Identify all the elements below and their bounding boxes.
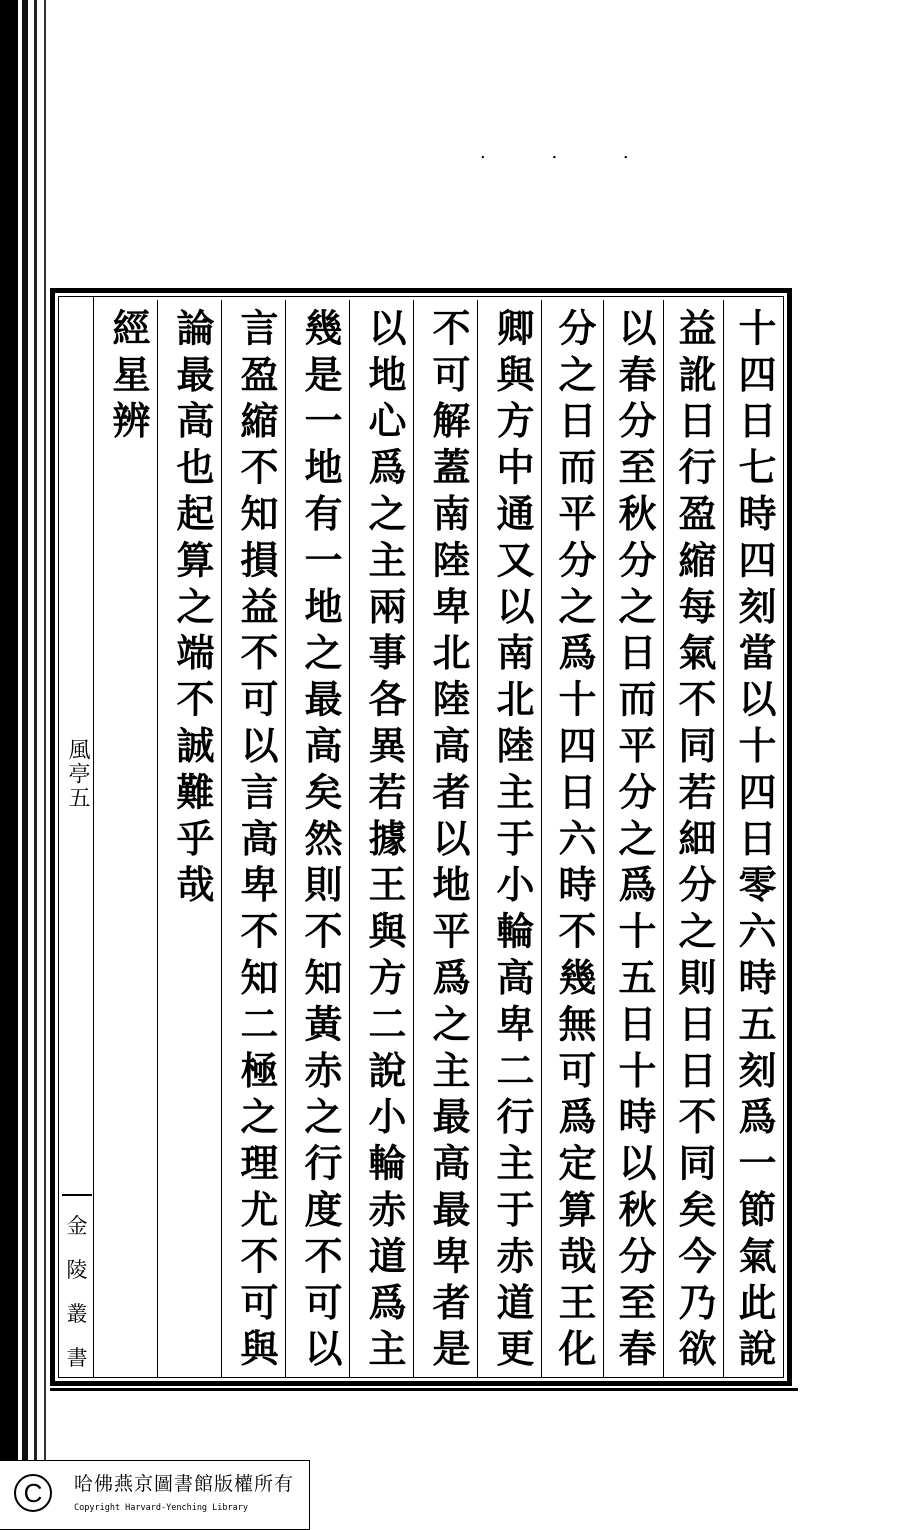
column-text: 以春分至秋分之日而平分之爲十五日十時以秋分至春 xyxy=(612,308,657,1376)
margin-title: 風亭五 xyxy=(65,738,90,810)
publisher-char: 金 xyxy=(66,1214,88,1238)
copyright-watermark xyxy=(0,1460,310,1530)
text-column-4 xyxy=(542,300,604,1378)
column-text: 分之日而平分之爲十四日六時不幾無可爲定算哉王化 xyxy=(552,308,597,1376)
text-column-7 xyxy=(350,300,414,1378)
text-column-5 xyxy=(478,300,542,1378)
spine-rule xyxy=(22,0,28,1460)
column-text: 益訛日行盈縮每氣不同若細分之則日日不同矣今乃欲 xyxy=(672,308,717,1376)
text-column-3 xyxy=(604,300,664,1378)
watermark-subtitle: Copyright Harvard-Yenching Library xyxy=(74,1503,248,1513)
copyright-icon: C xyxy=(14,1474,52,1512)
text-column-9 xyxy=(222,300,286,1378)
column-text: 以地心爲之主兩事各異若據王與方二說小輪赤道爲主 xyxy=(362,308,407,1376)
text-column-6 xyxy=(414,300,478,1378)
spine-rule xyxy=(44,0,46,1460)
column-text: 十四日七時四刻當以十四日零六時五刻爲一節氣此說 xyxy=(732,308,777,1376)
column-text: 幾是一地有一地之最高矣然則不知黃赤之行度不可以 xyxy=(298,308,343,1376)
text-column-2 xyxy=(664,300,724,1378)
publisher-char: 陵 xyxy=(66,1258,88,1282)
section-heading: 經星辨 xyxy=(106,308,151,448)
publisher-char: 書 xyxy=(66,1346,88,1370)
column-text: 卿與方中通又以南北陸主于小輪高卑二行主于赤道更 xyxy=(490,308,535,1376)
page-frame-shadow xyxy=(50,1388,798,1391)
publisher-mark xyxy=(62,1194,92,1378)
spine-rule xyxy=(34,0,37,1460)
column-text: 言盈縮不知損益不可以言高卑不知二極之理尤不可與 xyxy=(234,308,279,1376)
text-column-8 xyxy=(286,300,350,1378)
column-text: 論最高也起算之端不誠難乎哉 xyxy=(170,308,215,912)
text-column-10 xyxy=(158,300,222,1378)
ink-specks: . . . xyxy=(480,142,659,163)
watermark-title: 哈佛燕京圖書館版權所有 xyxy=(74,1473,295,1495)
column-text: 不可解蓋南陸卑北陸高者以地平爲之主最高最卑者是 xyxy=(426,308,471,1376)
publisher-char: 叢 xyxy=(66,1302,88,1326)
book-spine xyxy=(0,0,18,1460)
text-column-1 xyxy=(724,300,784,1378)
text-column-11 xyxy=(94,300,158,1378)
